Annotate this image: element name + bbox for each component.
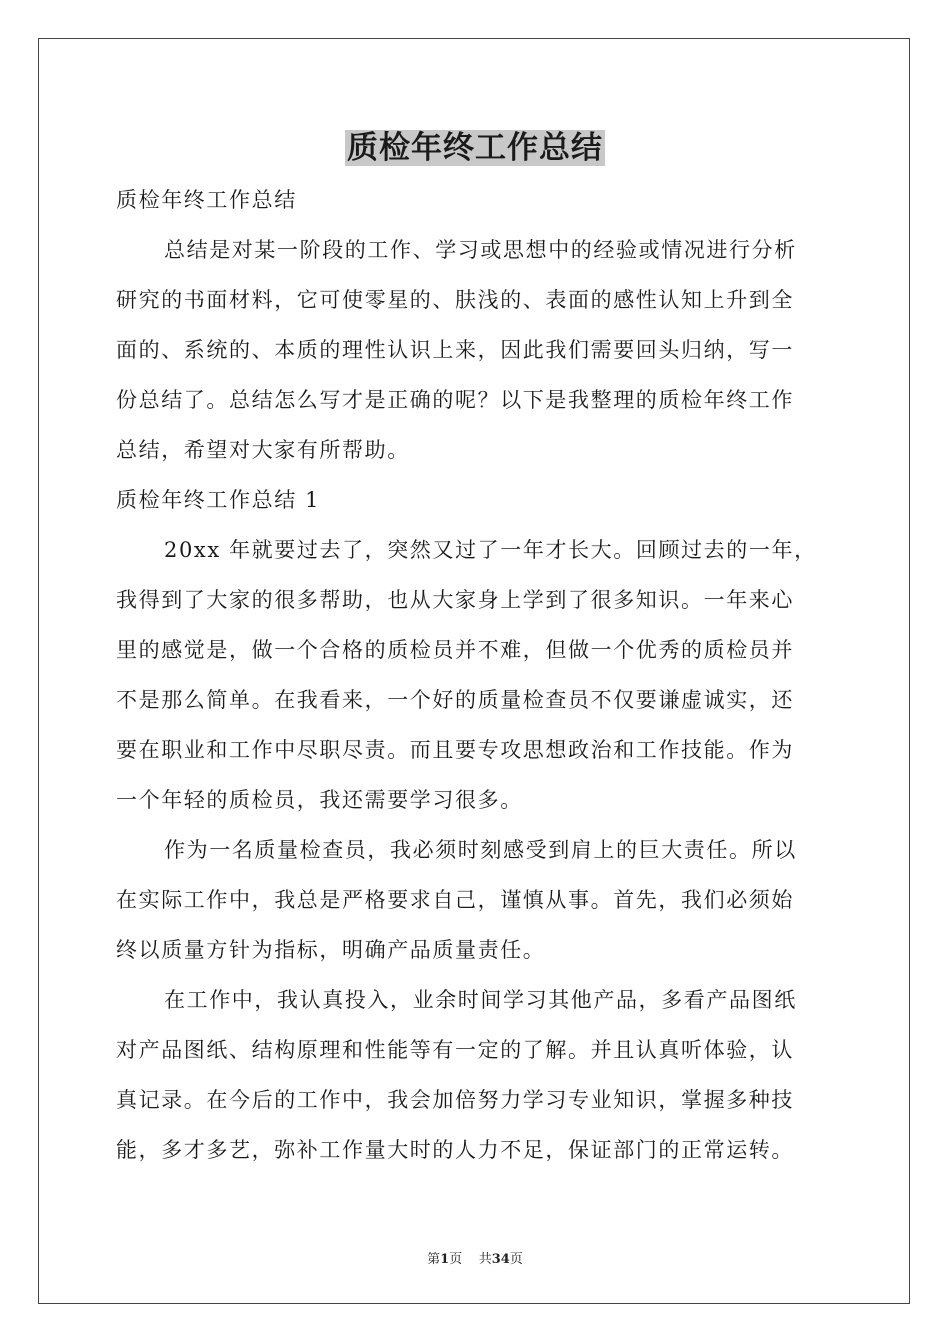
paragraph-line: 在实际工作中，我总是严格要求自己，谨慎从事。首先，我们必须始	[116, 888, 794, 912]
paragraph-line: 能，多才多艺，弥补工作量大时的人力不足，保证部门的正常运转。	[116, 1138, 794, 1162]
total-prefix: 共	[478, 1252, 492, 1267]
paragraph-line: 面的、系统的、本质的理性认识上来，因此我们需要回头归纳，写一	[116, 338, 794, 362]
total-suffix: 页	[509, 1252, 523, 1267]
paragraph-line: 里的感觉是，做一个合格的质检员并不难，但做一个优秀的质检员并	[116, 638, 794, 662]
page-number: 1	[440, 1252, 450, 1267]
paragraph-line: 研究的书面材料，它可使零星的、肤浅的、表面的感性认知上升到全	[116, 288, 794, 312]
paragraph-line: 份总结了。总结怎么写才是正确的呢？以下是我整理的质检年终工作	[116, 388, 794, 412]
page-prefix: 第	[427, 1252, 441, 1267]
paragraph-line: 总结，希望对大家有所帮助。	[116, 438, 410, 462]
paragraph-line: 20xx 年就要过去了，突然又过了一年才长大。回顾过去的一年，	[164, 538, 817, 562]
section-heading: 质检年终工作总结 1	[116, 488, 321, 512]
page-suffix: 页	[449, 1252, 463, 1267]
paragraph-line: 不是那么简单。在我看来，一个好的质量检查员不仅要谦虚诚实，还	[116, 688, 794, 712]
document-title-text: 质检年终工作总结	[347, 130, 603, 166]
paragraph-line: 要在职业和工作中尽职尽责。而且要专攻思想政治和工作技能。作为	[116, 738, 794, 762]
paragraph-line: 一个年轻的质检员，我还需要学习很多。	[116, 788, 523, 812]
paragraph-line: 对产品图纸、结构原理和性能等有一定的了解。并且认真听体验，认	[116, 1038, 794, 1062]
document-title	[0, 126, 950, 170]
paragraph-line: 我得到了大家的很多帮助，也从大家身上学到了很多知识。一年来心	[116, 588, 794, 612]
paragraph-line: 总结是对某一阶段的工作、学习或思想中的经验或情况进行分析	[164, 238, 797, 262]
paragraph-line: 真记录。在今后的工作中，我会加倍努力学习专业知识，掌握多种技	[116, 1088, 794, 1112]
section-heading: 质检年终工作总结	[116, 188, 297, 212]
total-pages: 34	[491, 1252, 510, 1267]
paragraph-line: 在工作中，我认真投入，业余时间学习其他产品，多看产品图纸	[164, 988, 797, 1012]
paragraph-line: 终以质量方针为指标，明确产品质量责任。	[116, 938, 546, 962]
paragraph-line: 作为一名质量检查员，我必须时刻感受到肩上的巨大责任。所以	[164, 838, 797, 862]
page-footer	[0, 1248, 950, 1267]
document-body	[116, 175, 836, 1175]
